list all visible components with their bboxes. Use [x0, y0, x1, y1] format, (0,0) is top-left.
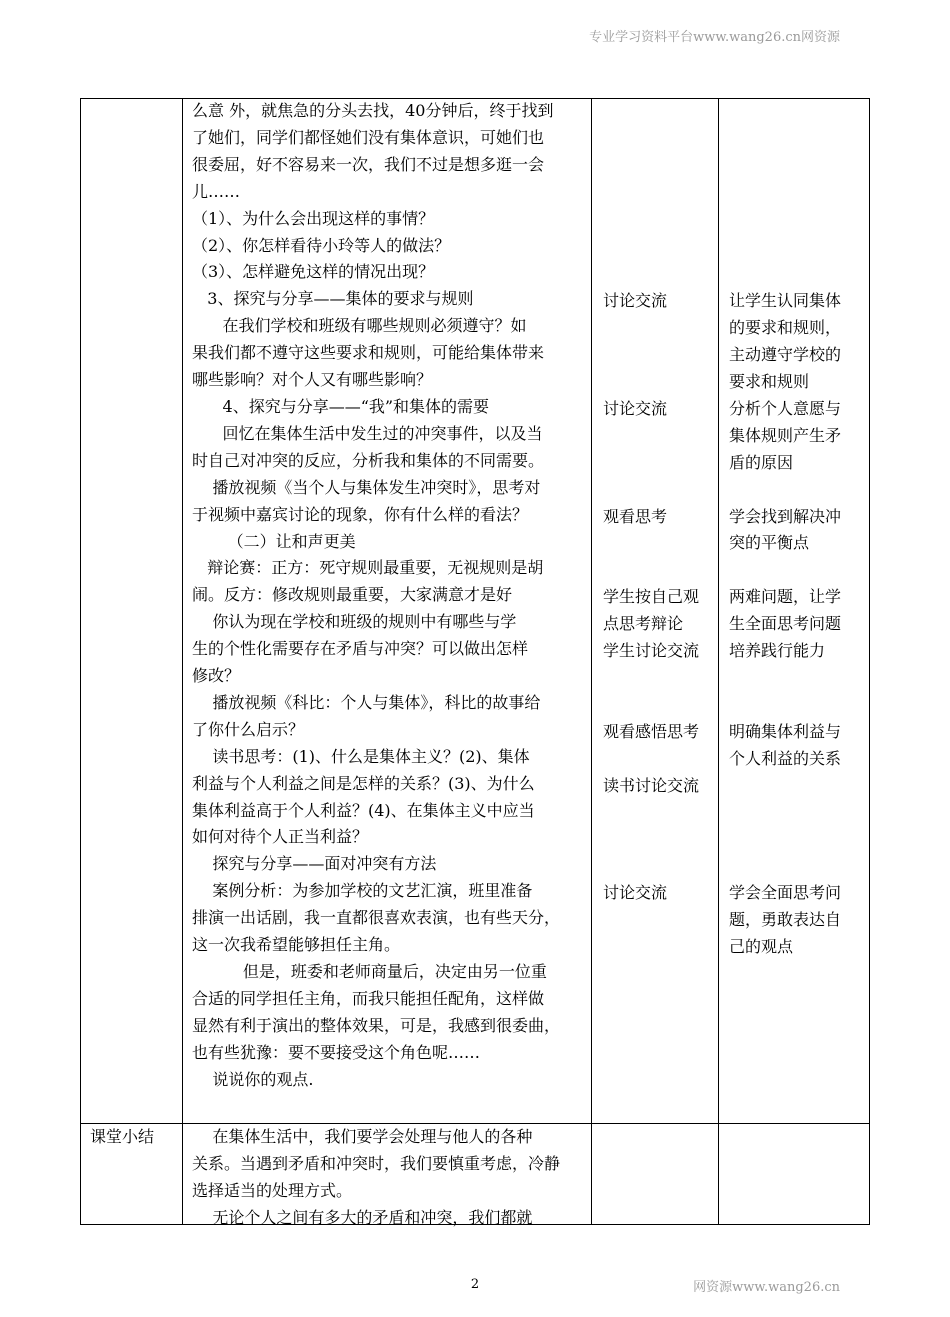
content-line: 排演一出话剧，我一直都很喜欢表演，也有些天分，	[192, 908, 561, 928]
summary-content-cell	[192, 1124, 588, 1232]
content-line: 你认为现在学校和班级的规则中有哪些与学	[192, 612, 517, 632]
content-line: 这一次我希望能够担任主角。	[192, 935, 401, 955]
content-line: 利益与个人利益之间是怎样的关系？(3)、为什么	[192, 773, 535, 793]
page-footer: 网资源www.wang26.cn	[693, 1280, 840, 1295]
activity-line: 讨论交流	[603, 883, 668, 903]
content-line: 辩论赛：正方：死守规则最重要，无视规则是胡	[192, 558, 544, 578]
intent-line: 学会找到解决冲	[729, 506, 842, 526]
content-line: （1）、为什么会出现这样的事情？	[192, 208, 435, 228]
content-line: 修改？	[192, 666, 241, 686]
content-line: 说说你的观点.	[192, 1069, 314, 1089]
content-line: 显然有利于演出的整体效果，可是，我感到很委曲，	[192, 1015, 561, 1035]
activity-line: 点思考辩论	[603, 614, 684, 634]
activity-line: 观看思考	[603, 506, 668, 526]
summary-line: 选择适当的处理方式。	[192, 1180, 353, 1200]
content-line: 播放视频《科比：个人与集体》，科比的故事给	[192, 692, 541, 712]
content-line: 在我们学校和班级有哪些规则必须遵守？如	[192, 316, 527, 336]
intent-line: 己的观点	[729, 936, 794, 956]
content-line: 了你什么启示？	[192, 719, 305, 739]
content-line: 也有些犹豫：要不要接受这个角色呢……	[192, 1042, 481, 1062]
activity-line: 学生讨论交流	[603, 641, 700, 660]
intent-line: 让学生认同集体	[729, 291, 842, 311]
content-line: 4、探究与分享——“我”和集体的需要	[192, 396, 490, 416]
content-line: 集体利益高于个人利益？(4)、在集体主义中应当	[192, 800, 535, 820]
intent-line: 明确集体利益与	[729, 721, 842, 741]
intent-line: 生全面思考问题	[729, 614, 842, 634]
intent-line: 主动遵守学校的	[729, 345, 842, 365]
content-line: 时自己对冲突的反应，分析我和集体的不同需要。	[192, 450, 545, 470]
content-line: 案例分析：为参加学校的文艺汇演，班里准备	[192, 881, 533, 901]
intent-line: 题，勇敢表达自	[729, 910, 842, 929]
content-line: 如何对待个人正当利益？	[192, 827, 369, 847]
content-line: （3）、怎样避免这样的情况出现？	[192, 262, 435, 282]
summary-label-cell	[90, 1124, 180, 1151]
table-divider-3	[718, 98, 719, 1225]
summary-line: 在集体生活中，我们要学会处理与他人的各种	[192, 1127, 533, 1146]
activity-line: 讨论交流	[603, 291, 668, 311]
content-line: 于视频中嘉宾讨论的现象，你有什么样的看法？	[192, 504, 529, 524]
content-line: 生的个性化需要存在矛盾与冲突？可以做出怎样	[192, 639, 529, 659]
content-line: 但是，班委和老师商量后，决定由另一位重	[192, 962, 547, 981]
table-border-left	[80, 98, 81, 1225]
content-line: 读书思考：(1)、什么是集体主义？(2)、集体	[192, 746, 530, 766]
intent-line: 盾的原因	[729, 452, 794, 472]
table-divider-2	[591, 98, 592, 1225]
activity-line: 读书讨论交流	[603, 775, 700, 795]
activity-line: 讨论交流	[603, 398, 668, 418]
content-line: （二）让和声更美	[192, 531, 356, 551]
content-line: 很委屈，好不容易来一次，我们不过是想多逛一会	[192, 154, 545, 174]
content-line: 探究与分享——面对冲突有方法	[192, 854, 437, 874]
summary-line: 关系。当遇到矛盾和冲突时，我们要慎重考虑，冷静	[192, 1153, 561, 1173]
page-number: 2	[470, 1277, 480, 1292]
summary-label: 课堂小结	[90, 1127, 155, 1146]
content-line: 闹。反方：修改规则最重要，大家满意才是好	[192, 585, 513, 605]
content-line: 果我们都不遵守这些要求和规则，可能给集体带来	[192, 343, 545, 363]
activity-line: 学生按自己观	[603, 587, 700, 607]
page-header: 专业学习资料平台www.wang26.cn网资源	[589, 30, 840, 45]
table-divider-1	[182, 98, 183, 1225]
content-line: 哪些影响？对个人又有哪些影响？	[192, 370, 433, 390]
content-line: 了她们，同学们都怪她们没有集体意识，可她们也	[192, 127, 545, 147]
content-line: 回忆在集体生活中发生过的冲突事件，以及当	[192, 423, 543, 443]
teaching-content-cell	[192, 98, 588, 1094]
intent-line: 学会全面思考问	[729, 883, 842, 903]
activity-line: 观看感悟思考	[603, 721, 700, 741]
intent-line: 要求和规则	[729, 372, 810, 391]
content-line: 儿……	[192, 181, 241, 201]
content-line: 么意 外，就焦急的分头去找，40分钟后，终于找到	[192, 101, 554, 120]
intent-line: 的要求和规则，	[729, 318, 842, 338]
content-line: 3、探究与分享——集体的要求与规则	[192, 289, 474, 309]
content-line: 合适的同学担任主角，而我只能担任配角，这样做	[192, 988, 545, 1008]
intent-line: 分析个人意愿与	[729, 398, 842, 418]
intent-line: 个人利益的关系	[729, 748, 842, 768]
intent-line: 集体规则产生矛	[729, 425, 842, 445]
content-line: （2）、你怎样看待小玲等人的做法？	[192, 235, 451, 255]
table-border-right	[869, 98, 870, 1225]
content-line: 播放视频《当个人与集体发生冲突时》，思考对	[192, 477, 541, 497]
intent-line: 突的平衡点	[729, 533, 810, 553]
intent-line: 培养践行能力	[729, 641, 826, 660]
intent-line: 两难问题，让学	[729, 587, 842, 607]
summary-line: 无论个人之间有多大的矛盾和冲突，我们都就	[192, 1207, 533, 1227]
